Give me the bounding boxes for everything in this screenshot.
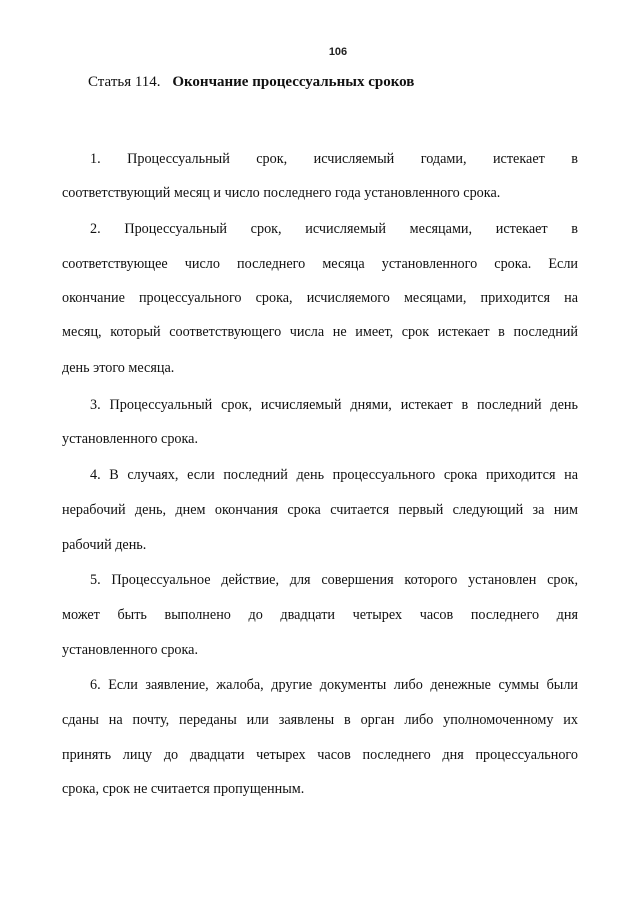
paragraph-5-line-2: может быть выполнено до двадцати четырех часов последнего дня xyxy=(62,607,578,623)
paragraph-5-line-3: установленного срока. xyxy=(62,642,199,658)
paragraph-6-line-2: сданы на почту, переданы или заявлены в орган либо уполномоченному их xyxy=(62,712,578,728)
paragraph-4-line-2: нерабочий день, днем окончания срока считается первый следующий за ним xyxy=(62,502,578,518)
paragraph-2-line-1: 2. Процессуальный срок, исчисляемый месяцами, истекает в xyxy=(90,221,578,237)
paragraph-4-line-3: рабочий день. xyxy=(62,537,147,553)
paragraph-6-line-4: срока, срок не считается пропущенным. xyxy=(62,781,305,797)
paragraph-2-line-2: соответствующее число последнего месяца установленного срока. Если xyxy=(62,256,578,272)
article-title: Окончание процессуальных сроков xyxy=(172,74,415,90)
paragraph-3-line-1: 3. Процессуальный срок, исчисляемый днями, истекает в последний день xyxy=(90,397,578,413)
paragraph-2-line-3: окончание процессуального срока, исчисляемого месяцами, приходится на xyxy=(62,290,578,306)
article-label: Статья 114. xyxy=(88,74,161,90)
paragraph-4-line-1: 4. В случаях, если последний день процессуального срока приходится на xyxy=(90,467,578,483)
paragraph-6-line-1: 6. Если заявление, жалоба, другие документы либо денежные суммы были xyxy=(90,677,578,693)
paragraph-3-line-2: установленного срока. xyxy=(62,431,199,447)
page-number: 106 xyxy=(328,46,348,58)
paragraph-6-line-3: принять лицу до двадцати четырех часов последнего дня процессуального xyxy=(62,747,578,763)
paragraph-2-line-4: месяц, который соответствующего числа не имеет, срок истекает в последний xyxy=(62,324,578,340)
article-heading xyxy=(88,74,414,91)
paragraph-2-line-5: день этого месяца. xyxy=(62,360,175,376)
paragraph-1-line-1: 1. Процессуальный срок, исчисляемый годами, истекает в xyxy=(90,151,578,167)
paragraph-1-line-2: соответствующий месяц и число последнего года установленного срока. xyxy=(62,185,501,201)
paragraph-5-line-1: 5. Процессуальное действие, для совершения которого установлен срок, xyxy=(90,572,578,588)
